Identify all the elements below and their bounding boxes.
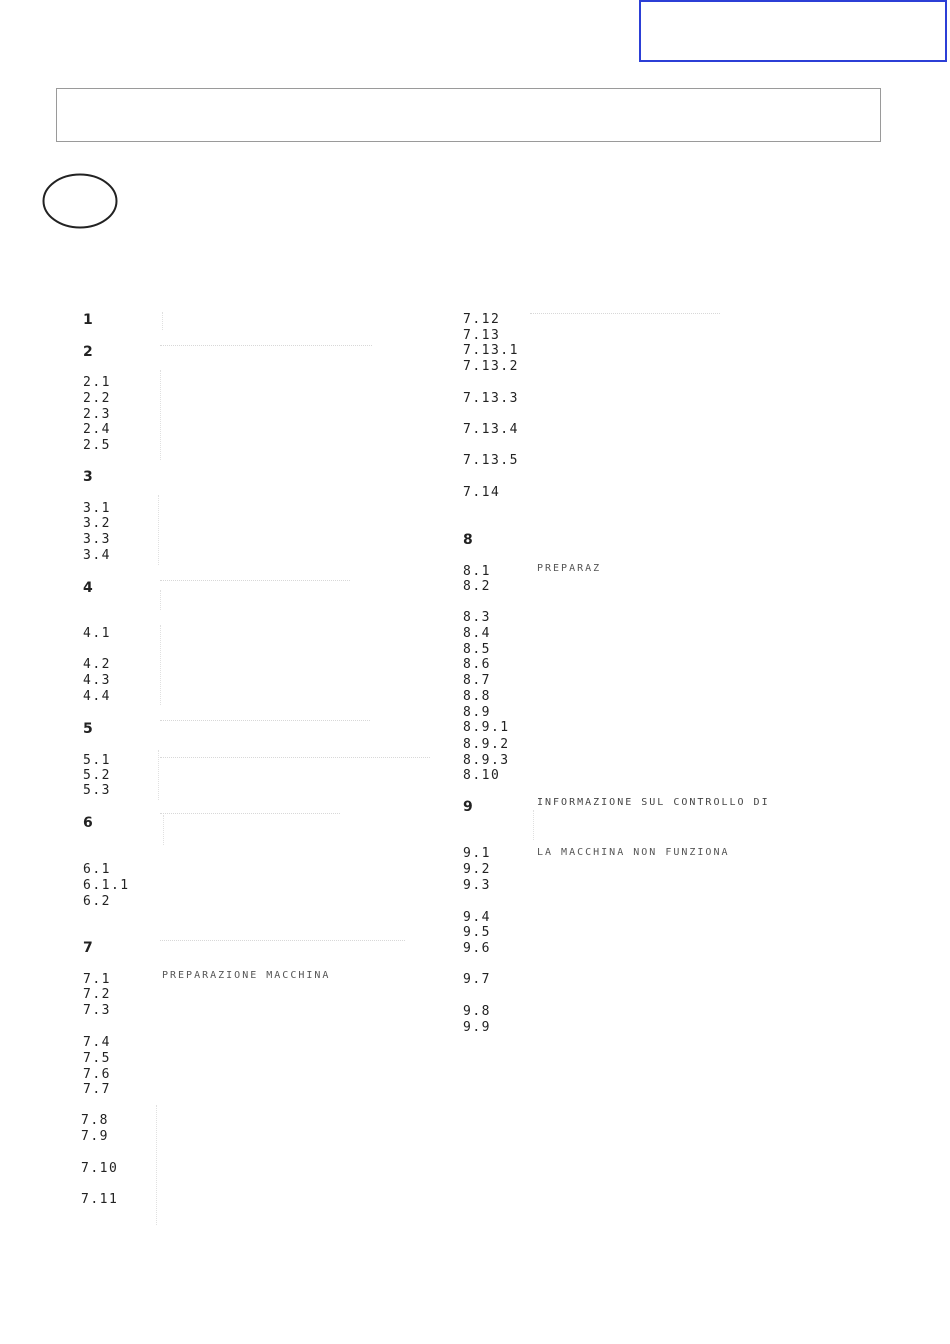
toc-entry-8-7[interactable]: 8.7 <box>463 673 491 688</box>
toc-entry-9-4[interactable]: 9.4 <box>463 910 491 925</box>
faint-title-line <box>160 757 430 758</box>
faint-title-line <box>160 813 340 814</box>
toc-entry-8-2[interactable]: 8.2 <box>463 579 491 594</box>
toc-entry-6-1[interactable]: 6.1 <box>83 862 111 877</box>
toc-entry-9-7[interactable]: 9.7 <box>463 972 491 987</box>
toc-entry-3-1[interactable]: 3.1 <box>83 501 111 516</box>
toc-entry-8-4[interactable]: 8.4 <box>463 626 491 641</box>
toc-entry-4-3[interactable]: 4.3 <box>83 673 111 688</box>
faint-rule <box>162 312 163 330</box>
toc-entry-7-13-4[interactable]: 7.13.4 <box>463 422 519 437</box>
toc-entry-8-9-2[interactable]: 8.9.2 <box>463 737 510 752</box>
faint-rule <box>160 370 161 460</box>
toc-entry-1[interactable]: 1 <box>83 312 93 328</box>
toc-entry-9-5[interactable]: 9.5 <box>463 925 491 940</box>
toc-entry-9-2[interactable]: 9.2 <box>463 862 491 877</box>
toc-entry-7-13-2[interactable]: 7.13.2 <box>463 359 519 374</box>
toc-entry-6-2[interactable]: 6.2 <box>83 894 111 909</box>
toc-entry-7-11[interactable]: 7.11 <box>81 1192 119 1207</box>
toc-title-9-1: LA MACCHINA NON FUNZIONA <box>537 847 730 858</box>
toc-entry-7-10[interactable]: 7.10 <box>81 1161 119 1176</box>
toc-entry-3-4[interactable]: 3.4 <box>83 548 111 563</box>
toc-entry-7-12[interactable]: 7.12 <box>463 312 501 327</box>
toc-entry-5-3[interactable]: 5.3 <box>83 783 111 798</box>
toc-entry-7[interactable]: 7 <box>83 940 93 956</box>
toc-entry-7-1[interactable]: 7.1 <box>83 972 111 987</box>
toc-entry-5-2[interactable]: 5.2 <box>83 768 111 783</box>
toc-entry-8-9-1[interactable]: 8.9.1 <box>463 720 510 735</box>
toc-entry-7-5[interactable]: 7.5 <box>83 1051 111 1066</box>
toc-entry-8-9[interactable]: 8.9 <box>463 705 491 720</box>
toc-entry-7-13-3[interactable]: 7.13.3 <box>463 391 519 406</box>
toc-entry-8-5[interactable]: 8.5 <box>463 642 491 657</box>
toc-entry-4[interactable]: 4 <box>83 580 93 596</box>
faint-rule <box>163 815 164 845</box>
header-blue-box <box>639 0 947 62</box>
toc-entry-7-13[interactable]: 7.13 <box>463 328 501 343</box>
toc-entry-9-9[interactable]: 9.9 <box>463 1020 491 1035</box>
toc-title-9: INFORMAZIONE SUL CONTROLLO DI <box>537 797 770 808</box>
toc-entry-2-4[interactable]: 2.4 <box>83 422 111 437</box>
toc-entry-7-13-5[interactable]: 7.13.5 <box>463 453 519 468</box>
title-box <box>56 88 881 142</box>
toc-entry-7-6[interactable]: 7.6 <box>83 1067 111 1082</box>
toc-entry-7-8[interactable]: 7.8 <box>81 1113 109 1128</box>
toc-entry-6-1-1[interactable]: 6.1.1 <box>83 878 130 893</box>
toc-entry-2-2[interactable]: 2.2 <box>83 391 111 406</box>
faint-title-line <box>530 313 720 314</box>
faint-rule <box>156 1105 157 1225</box>
toc-entry-2-5[interactable]: 2.5 <box>83 438 111 453</box>
toc-title-7-1: PREPARAZIONE MACCHINA <box>162 970 331 981</box>
toc-entry-8-1[interactable]: 8.1 <box>463 564 491 579</box>
faint-rule <box>158 495 159 565</box>
toc-entry-2-1[interactable]: 2.1 <box>83 375 111 390</box>
toc-entry-9[interactable]: 9 <box>463 799 473 815</box>
toc-entry-5-1[interactable]: 5.1 <box>83 753 111 768</box>
toc-entry-4-1[interactable]: 4.1 <box>83 626 111 641</box>
toc-entry-7-2[interactable]: 7.2 <box>83 987 111 1002</box>
toc-entry-7-13-1[interactable]: 7.13.1 <box>463 343 519 358</box>
toc-entry-8-9-3[interactable]: 8.9.3 <box>463 753 510 768</box>
toc-entry-8-3[interactable]: 8.3 <box>463 610 491 625</box>
toc-entry-3-2[interactable]: 3.2 <box>83 516 111 531</box>
toc-entry-8-10[interactable]: 8.10 <box>463 768 501 783</box>
toc-entry-9-3[interactable]: 9.3 <box>463 878 491 893</box>
toc-entry-9-6[interactable]: 9.6 <box>463 941 491 956</box>
circle-outline-icon <box>42 173 118 229</box>
toc-entry-7-9[interactable]: 7.9 <box>81 1129 109 1144</box>
toc-entry-8-6[interactable]: 8.6 <box>463 657 491 672</box>
toc-entry-9-8[interactable]: 9.8 <box>463 1004 491 1019</box>
toc-entry-8-8[interactable]: 8.8 <box>463 689 491 704</box>
faint-title-line <box>160 580 350 581</box>
toc-entry-4-2[interactable]: 4.2 <box>83 657 111 672</box>
faint-title-line <box>160 940 405 941</box>
faint-rule <box>158 750 159 800</box>
toc-entry-7-3[interactable]: 7.3 <box>83 1003 111 1018</box>
faint-rule <box>160 590 161 610</box>
toc-entry-2[interactable]: 2 <box>83 344 93 360</box>
toc-title-8-1: PREPARAZ <box>537 563 602 574</box>
toc-entry-5[interactable]: 5 <box>83 721 93 737</box>
toc-entry-4-4[interactable]: 4.4 <box>83 689 111 704</box>
toc-entry-6[interactable]: 6 <box>83 815 93 831</box>
faint-rule <box>533 810 534 840</box>
faint-title-line <box>160 720 370 721</box>
faint-title-line <box>160 345 372 346</box>
toc-entry-3-3[interactable]: 3.3 <box>83 532 111 547</box>
toc-entry-8[interactable]: 8 <box>463 532 473 548</box>
toc-entry-2-3[interactable]: 2.3 <box>83 407 111 422</box>
toc-entry-7-7[interactable]: 7.7 <box>83 1082 111 1097</box>
toc-entry-3[interactable]: 3 <box>83 469 93 485</box>
toc-entry-7-4[interactable]: 7.4 <box>83 1035 111 1050</box>
toc-entry-9-1[interactable]: 9.1 <box>463 846 491 861</box>
toc-entry-7-14[interactable]: 7.14 <box>463 485 501 500</box>
faint-rule <box>160 625 161 705</box>
